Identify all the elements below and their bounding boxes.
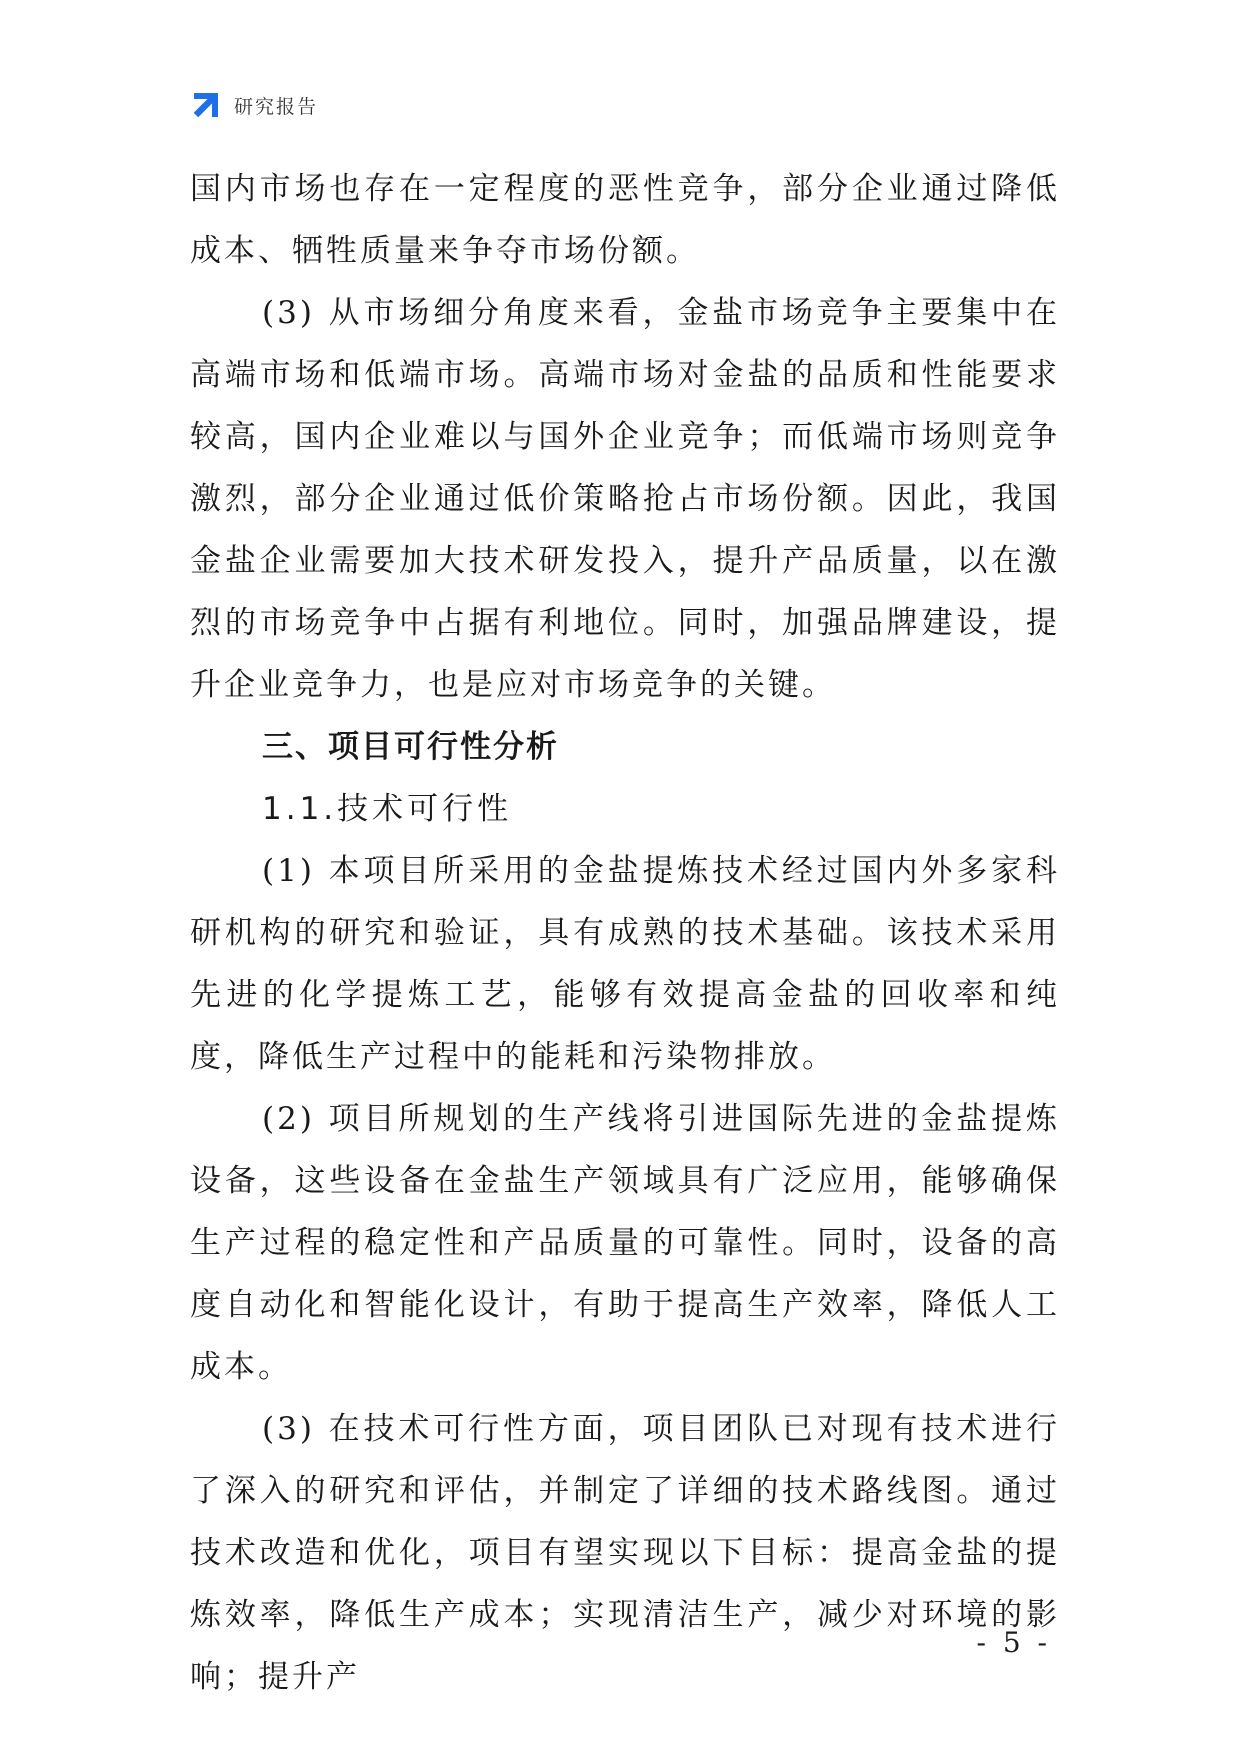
header-title: 研究报告: [234, 95, 319, 118]
paragraph-tech-1: (1) 本项目所采用的金盐提炼技术经过国内外多家科研机构的研究和验证，具有成熟的技术基础。该技术采用先进的化学提炼工艺，能够有效提高金盐的回收率和纯度，降低生产过程中的能耗和污染物排放。: [190, 853, 1060, 1075]
paragraph-continued: 国内市场也存在一定程度的恶性竞争，部分企业通过降低成本、牺牲质量来争夺市场份额。: [190, 171, 1060, 269]
page-number: - 5 -: [976, 1626, 1051, 1659]
arrow-up-right-icon: [190, 89, 222, 121]
document-body: [190, 158, 1060, 1708]
subsection-heading: 1.1.技术可行性: [262, 791, 513, 827]
paragraph-tech-2: (2) 项目所规划的生产线将引进国际先进的金盐提炼设备，这些设备在金盐生产领域具有广泛应用，能够确保生产过程的稳定性和产品质量的可靠性。同时，设备的高度自动化和智能化设计，有助于提高生产效率，降低人工成本。: [190, 1101, 1060, 1385]
report-header: [190, 88, 318, 122]
paragraph-market-segment: (3) 从市场细分角度来看，金盐市场竞争主要集中在高端市场和低端市场。高端市场对金盐的品质和性能要求较高，国内企业难以与国外企业竞争；而低端市场则竞争激烈，部分企业通过低价策略抢占市场份额。因此，我国金盐企业需要加大技术研发投入，提升产品质量，以在激烈的市场竞争中占据有利地位。同时，加强品牌建设，提升企业竞争力，也是应对市场竞争的关键。: [190, 295, 1060, 703]
paragraph-tech-3: (3) 在技术可行性方面，项目团队已对现有技术进行了深入的研究和评估，并制定了详细的技术路线图。通过技术改造和优化，项目有望实现以下目标：提高金盐的提炼效率，降低生产成本；实现清洁生产，减少对环境的影响；提升产: [190, 1411, 1060, 1695]
section-heading: 三、项目可行性分析: [262, 729, 559, 765]
